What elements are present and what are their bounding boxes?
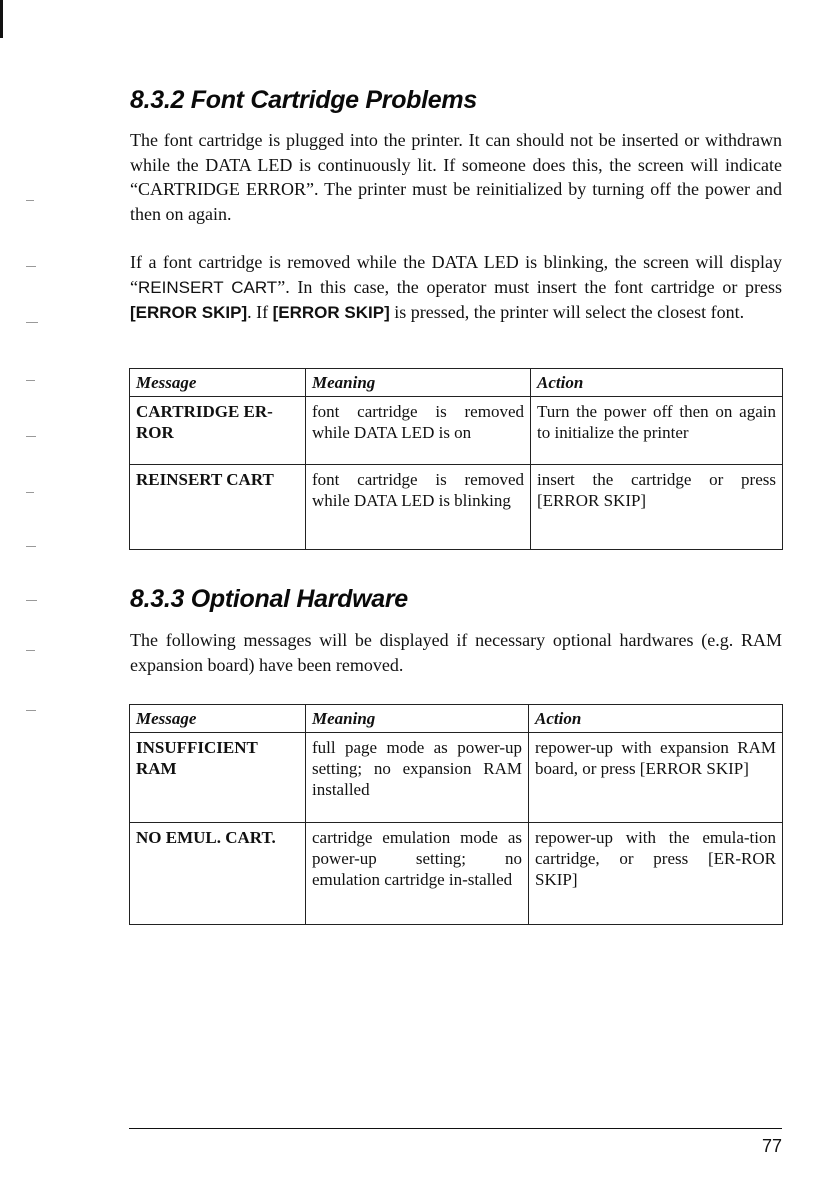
meaning-cell: font cartridge is removed while DATA LED is blinking	[306, 465, 531, 550]
action-cell: repower-up with the emula-tion cartridge, or press [ER-ROR SKIP]	[529, 823, 783, 925]
column-header-message: Message	[130, 705, 306, 733]
error-skip-key: [ERROR SKIP]	[130, 303, 248, 322]
optional-hardware-message-table	[129, 704, 783, 925]
column-header-action: Action	[531, 369, 783, 397]
error-skip-key: [ERROR SKIP]	[272, 303, 390, 322]
section-heading-optional-hardware: 8.3.3 Optional Hardware	[130, 585, 408, 613]
column-header-message: Message	[130, 369, 306, 397]
column-header-meaning: Meaning	[306, 369, 531, 397]
message-cell: REINSERT CART	[130, 465, 306, 550]
font-cartridge-message-table	[129, 368, 783, 550]
reinsert-cart-code: REINSERT CART	[138, 277, 278, 297]
action-cell: repower-up with expansion RAM board, or press [ERROR SKIP]	[529, 733, 783, 823]
paragraph-optional-hardware-intro: The following messages will be displayed if necessary optional hardwares (e.g. RAM expansion board) have been removed.	[130, 630, 782, 675]
message-cell: CARTRIDGE ER-ROR	[130, 397, 306, 465]
paragraph-font-cartridge-removed: If a font cartridge is removed while the DATA LED is blinking, the screen will display “REINSERT CART”. In this case, the operator must insert the font cartridge or press [ERROR SKIP]. If [ERROR SKIP] is pressed, the printer will select the closest font.	[130, 252, 782, 322]
meaning-cell: font cartridge is removed while DATA LED is on	[306, 397, 531, 465]
scan-edge-mark	[0, 0, 3, 38]
message-cell: NO EMUL. CART.	[130, 823, 306, 925]
table-row	[130, 397, 783, 465]
table-row	[130, 733, 783, 823]
section-heading-font-cartridge: 8.3.2 Font Cartridge Problems	[130, 86, 477, 114]
table-header-row	[130, 705, 783, 733]
column-header-meaning: Meaning	[306, 705, 529, 733]
table-row	[130, 465, 783, 550]
scan-margin-marks	[26, 200, 46, 760]
message-cell: INSUFFICIENT RAM	[130, 733, 306, 823]
table-header-row	[130, 369, 783, 397]
page-number: 77	[761, 1136, 782, 1156]
paragraph-font-cartridge-intro: The font cartridge is plugged into the printer. It can should not be inserted or withdrawn while the DATA LED is continuously lit. If someone does this, the screen will indicate “CARTRIDGE ERROR”. The printer must be reinitialized by turning off the power and then on again.	[130, 130, 782, 224]
column-header-action: Action	[529, 705, 783, 733]
footer-rule	[129, 1128, 782, 1129]
action-cell: insert the cartridge or press [ERROR SKIP]	[531, 465, 783, 550]
table-row	[130, 823, 783, 925]
action-cell: Turn the power off then on again to initialize the printer	[531, 397, 783, 465]
meaning-cell: cartridge emulation mode as power-up setting; no emulation cartridge in-stalled	[306, 823, 529, 925]
meaning-cell: full page mode as power-up setting; no expansion RAM installed	[306, 733, 529, 823]
